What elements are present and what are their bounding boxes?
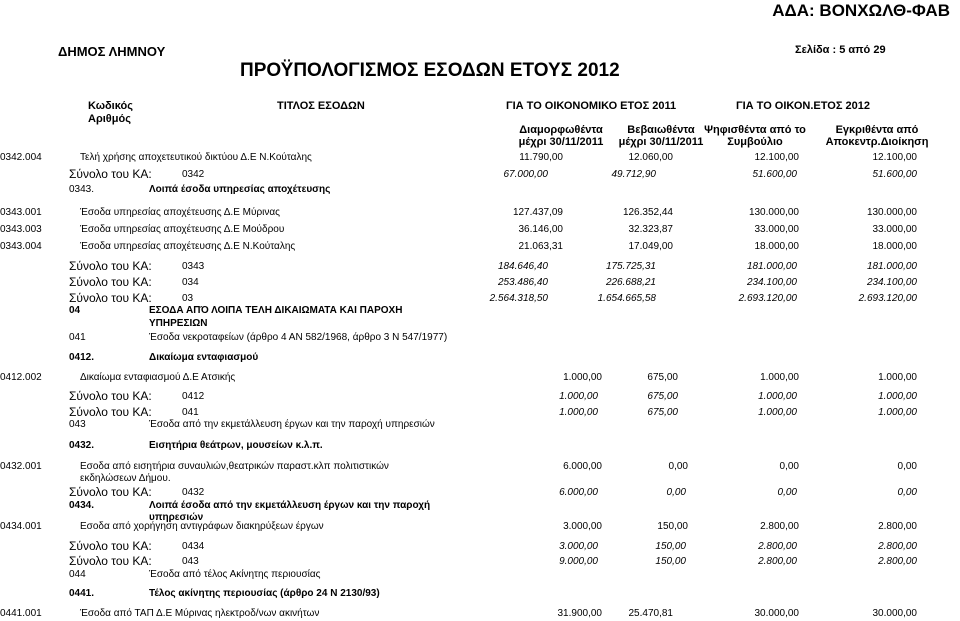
row-value-confirmed: 0,00 bbox=[668, 461, 688, 472]
row-value-confirmed: 150,00 bbox=[657, 521, 688, 532]
row-code: 0342.004 bbox=[0, 152, 42, 163]
subtotal-confirmed: 175.725,31 bbox=[605, 261, 656, 272]
subtotal-code: 0434 bbox=[182, 541, 205, 552]
subtotal-voted: 234.100,00 bbox=[746, 277, 797, 288]
group-title: ΕΣΟΔΑ ΑΠΌ ΛΟΙΠΑ ΤΕΛΗ ΔΙΚΑΙΩΜΑΤΑ ΚΑΙ ΠΑΡΟΧΗ bbox=[149, 305, 403, 316]
subtotal-label: Σύνολο του ΚΑ: bbox=[69, 275, 152, 289]
subtotal-confirmed: 226.688,21 bbox=[605, 277, 656, 288]
group-code: 041 bbox=[69, 332, 86, 343]
row-value-approved: 30.000,00 bbox=[872, 608, 917, 619]
group-code: 0434. bbox=[69, 500, 95, 511]
group-title: Λοιπά έσοδα από την εκμετάλλευση έργων και την παροχή bbox=[149, 500, 431, 511]
row-value-voted: 0,00 bbox=[779, 461, 799, 472]
subtotal-approved: 181.000,00 bbox=[866, 261, 917, 272]
group-title: Τέλος ακίνητης περιουσίας (άρθρο 24 Ν 2130/93) bbox=[149, 588, 380, 599]
subtotal-approved: 0,00 bbox=[897, 487, 917, 498]
column-approved-line1: Εγκριθέντα από bbox=[835, 124, 919, 136]
subtotal-code: 041 bbox=[182, 407, 199, 418]
subtotal-approved: 234.100,00 bbox=[866, 277, 917, 288]
subtotal-approved: 1.000,00 bbox=[878, 391, 917, 402]
row-value-voted: 18.000,00 bbox=[754, 241, 799, 252]
column-title: ΤΙΤΛΟΣ ΕΣΟΔΩΝ bbox=[277, 100, 365, 112]
subtotal-voted: 0,00 bbox=[777, 487, 797, 498]
row-title: Έσοδα από ΤΑΠ Δ.Ε Μύρινας ηλεκτροδ/νων ακινήτων bbox=[80, 608, 320, 619]
row-value-formed: 6.000,00 bbox=[563, 461, 602, 472]
subtotal-code: 043 bbox=[182, 556, 199, 567]
group-title: Δικαίωμα ενταφιασμού bbox=[149, 352, 259, 363]
subtotal-code: 0343 bbox=[182, 261, 205, 272]
row-value-formed: 36.146,00 bbox=[518, 224, 563, 235]
row-title: Δικαίωμα ενταφιασμού Δ.Ε Ατσικής bbox=[80, 372, 236, 383]
row-value-formed: 127.437,09 bbox=[512, 207, 563, 218]
column-fy2012: ΓΙΑ ΤΟ ΟΙΚΟΝ.ΕΤΟΣ 2012 bbox=[736, 100, 870, 112]
subtotal-formed: 3.000,00 bbox=[559, 541, 598, 552]
subtotal-formed: 253.486,40 bbox=[497, 277, 548, 288]
subtotal-formed: 9.000,00 bbox=[559, 556, 598, 567]
subtotal-confirmed: 150,00 bbox=[655, 556, 686, 567]
subtotal-confirmed: 49.712,90 bbox=[611, 169, 656, 180]
subtotal-code: 0342 bbox=[182, 169, 205, 180]
row-value-formed: 1.000,00 bbox=[563, 372, 602, 383]
row-value-voted: 33.000,00 bbox=[754, 224, 799, 235]
subtotal-code: 03 bbox=[182, 293, 194, 304]
subtotal-formed: 184.646,40 bbox=[497, 261, 548, 272]
row-title: Εσοδα από εισητήρια συναυλιών,θεατρικών παραστ.κλπ πολιτιστικών bbox=[80, 461, 389, 472]
column-formed-line2: μέχρι 30/11/2011 bbox=[518, 136, 604, 148]
subtotal-formed: 1.000,00 bbox=[559, 407, 598, 418]
subtotal-label: Σύνολο του ΚΑ: bbox=[69, 554, 152, 568]
row-value-approved: 1.000,00 bbox=[878, 372, 917, 383]
row-value-confirmed: 25.470,81 bbox=[628, 608, 673, 619]
subtotal-formed: 67.000,00 bbox=[503, 169, 548, 180]
subtotal-label: Σύνολο του ΚΑ: bbox=[69, 405, 152, 419]
subtotal-label: Σύνολο του ΚΑ: bbox=[69, 259, 152, 273]
row-value-approved: 0,00 bbox=[897, 461, 917, 472]
subtotal-approved: 51.600,00 bbox=[872, 169, 917, 180]
row-value-approved: 33.000,00 bbox=[872, 224, 917, 235]
group-code: 0343. bbox=[69, 184, 95, 195]
row-value-confirmed: 12.060,00 bbox=[628, 152, 673, 163]
group-title: Έσοδα από τέλος Ακίνητης περιουσίας bbox=[149, 569, 321, 580]
subtotal-formed: 2.564.318,50 bbox=[489, 293, 548, 304]
subtotal-label: Σύνολο του ΚΑ: bbox=[69, 291, 152, 305]
group-code: 0441. bbox=[69, 588, 95, 599]
group-title: Λοιπά έσοδα υπηρεσίας αποχέτευσης bbox=[149, 184, 331, 195]
row-code: 0343.001 bbox=[0, 207, 42, 218]
row-value-confirmed: 675,00 bbox=[647, 372, 678, 383]
group-code: 043 bbox=[69, 419, 86, 430]
row-title: Έσοδα υπηρεσίας αποχέτευσης Δ.Ε Μούδρου bbox=[80, 224, 285, 235]
ada-code: ΑΔΑ: ΒΟΝΧΩΛΘ-ΦΑΒ bbox=[772, 1, 950, 20]
subtotal-confirmed: 0,00 bbox=[666, 487, 686, 498]
row-code: 0434.001 bbox=[0, 521, 42, 532]
subtotal-label: Σύνολο του ΚΑ: bbox=[69, 167, 152, 181]
group-code: 0432. bbox=[69, 440, 95, 451]
column-fy2011: ΓΙΑ ΤΟ ΟΙΚΟΝΟΜΙΚΟ ΕΤΟΣ 2011 bbox=[506, 100, 677, 112]
subtotal-code: 0412 bbox=[182, 391, 205, 402]
column-formed-line1: Διαμορφωθέντα bbox=[519, 124, 603, 136]
row-code: 0412.002 bbox=[0, 372, 42, 383]
subtotal-code: 034 bbox=[182, 277, 199, 288]
subtotal-approved: 2.800,00 bbox=[878, 556, 917, 567]
group-title-continued: υπηρεσιών bbox=[149, 512, 204, 523]
subtotal-voted: 2.693.120,00 bbox=[738, 293, 797, 304]
row-value-voted: 12.100,00 bbox=[754, 152, 799, 163]
row-code: 0343.004 bbox=[0, 241, 42, 252]
subtotal-approved: 2.693.120,00 bbox=[858, 293, 917, 304]
row-title-continued: εκδηλώσεων Δήμου. bbox=[80, 473, 171, 484]
subtotal-voted: 2.800,00 bbox=[758, 541, 797, 552]
row-value-voted: 130.000,00 bbox=[748, 207, 799, 218]
group-code: 044 bbox=[69, 569, 86, 580]
row-value-confirmed: 32.323,87 bbox=[628, 224, 673, 235]
row-value-approved: 130.000,00 bbox=[866, 207, 917, 218]
page-indicator: Σελίδα : 5 από 29 bbox=[795, 44, 886, 56]
row-title: Εσοδα από χορήγηση αντιγράφων διακηρύξεων έργων bbox=[80, 521, 324, 532]
subtotal-confirmed: 675,00 bbox=[647, 407, 678, 418]
column-voted-line1: Ψηφισθέντα από το bbox=[704, 124, 806, 136]
row-value-confirmed: 17.049,00 bbox=[628, 241, 673, 252]
subtotal-voted: 181.000,00 bbox=[746, 261, 797, 272]
subtotal-approved: 2.800,00 bbox=[878, 541, 917, 552]
row-value-voted: 2.800,00 bbox=[760, 521, 799, 532]
subtotal-confirmed: 675,00 bbox=[647, 391, 678, 402]
column-formed bbox=[506, 124, 616, 148]
subtotal-label: Σύνολο του ΚΑ: bbox=[69, 389, 152, 403]
subtotal-voted: 1.000,00 bbox=[758, 407, 797, 418]
group-code: 0412. bbox=[69, 352, 95, 363]
subtotal-approved: 1.000,00 bbox=[878, 407, 917, 418]
column-confirmed-line2: μέχρι 30/11/2011 bbox=[618, 136, 704, 148]
row-title: Έσοδα υπηρεσίας αποχέτευσης Δ.Ε Ν.Κούταλης bbox=[80, 241, 296, 252]
row-value-voted: 1.000,00 bbox=[760, 372, 799, 383]
row-title: Τελή χρήσης αποχετευτικού δικτύου Δ.Ε Ν.Κούταλης bbox=[80, 152, 312, 163]
row-value-approved: 12.100,00 bbox=[872, 152, 917, 163]
row-code: 0343.003 bbox=[0, 224, 42, 235]
group-code: 04 bbox=[69, 305, 81, 316]
column-approved-line2: Αποκεντρ.Διοίκηση bbox=[825, 136, 929, 148]
subtotal-label: Σύνολο του ΚΑ: bbox=[69, 485, 152, 499]
subtotal-voted: 1.000,00 bbox=[758, 391, 797, 402]
subtotal-voted: 2.800,00 bbox=[758, 556, 797, 567]
column-voted-line2: Συμβούλιο bbox=[727, 136, 783, 148]
row-value-approved: 2.800,00 bbox=[878, 521, 917, 532]
subtotal-code: 0432 bbox=[182, 487, 205, 498]
column-approved bbox=[812, 124, 942, 148]
column-number: Αριθμός bbox=[88, 113, 131, 125]
row-code: 0441.001 bbox=[0, 608, 42, 619]
column-code: Κωδικός bbox=[88, 100, 133, 112]
row-title: Έσοδα υπηρεσίας αποχέτευσης Δ.Ε Μύρινας bbox=[80, 207, 280, 218]
row-value-formed: 3.000,00 bbox=[563, 521, 602, 532]
municipality-name: ΔΗΜΟΣ ΛΗΜΝΟΥ bbox=[58, 44, 166, 59]
report-title: ΠΡΟΫΠΟΛΟΓΙΣΜΟΣ ΕΣΟΔΩΝ ΕΤΟΥΣ 2012 bbox=[240, 60, 620, 81]
subtotal-label: Σύνολο του ΚΑ: bbox=[69, 539, 152, 553]
row-value-formed: 11.790,00 bbox=[519, 152, 563, 163]
row-value-formed: 31.900,00 bbox=[557, 608, 602, 619]
row-code: 0432.001 bbox=[0, 461, 42, 472]
column-voted bbox=[690, 124, 820, 148]
group-title: Έσοδα από την εκμετάλλευση έργων και την παροχή υπηρεσιών bbox=[149, 419, 435, 430]
row-value-approved: 18.000,00 bbox=[872, 241, 917, 252]
subtotal-confirmed: 1.654.665,58 bbox=[597, 293, 656, 304]
subtotal-voted: 51.600,00 bbox=[752, 169, 797, 180]
subtotal-formed: 6.000,00 bbox=[559, 487, 598, 498]
column-confirmed-line1: Βεβαιωθέντα bbox=[627, 124, 695, 136]
row-value-confirmed: 126.352,44 bbox=[622, 207, 673, 218]
row-value-formed: 21.063,31 bbox=[518, 241, 563, 252]
subtotal-formed: 1.000,00 bbox=[559, 391, 598, 402]
group-title-continued: ΥΠΗΡΕΣΙΩΝ bbox=[149, 318, 208, 329]
row-value-voted: 30.000,00 bbox=[754, 608, 799, 619]
group-title: Έσοδα νεκροταφείων (άρθρο 4 ΑΝ 582/1968, άρθρο 3 Ν 547/1977) bbox=[149, 332, 448, 343]
group-title: Εισητήρια θεάτρων, μουσείων κ.λ.π. bbox=[149, 440, 323, 451]
subtotal-confirmed: 150,00 bbox=[655, 541, 686, 552]
